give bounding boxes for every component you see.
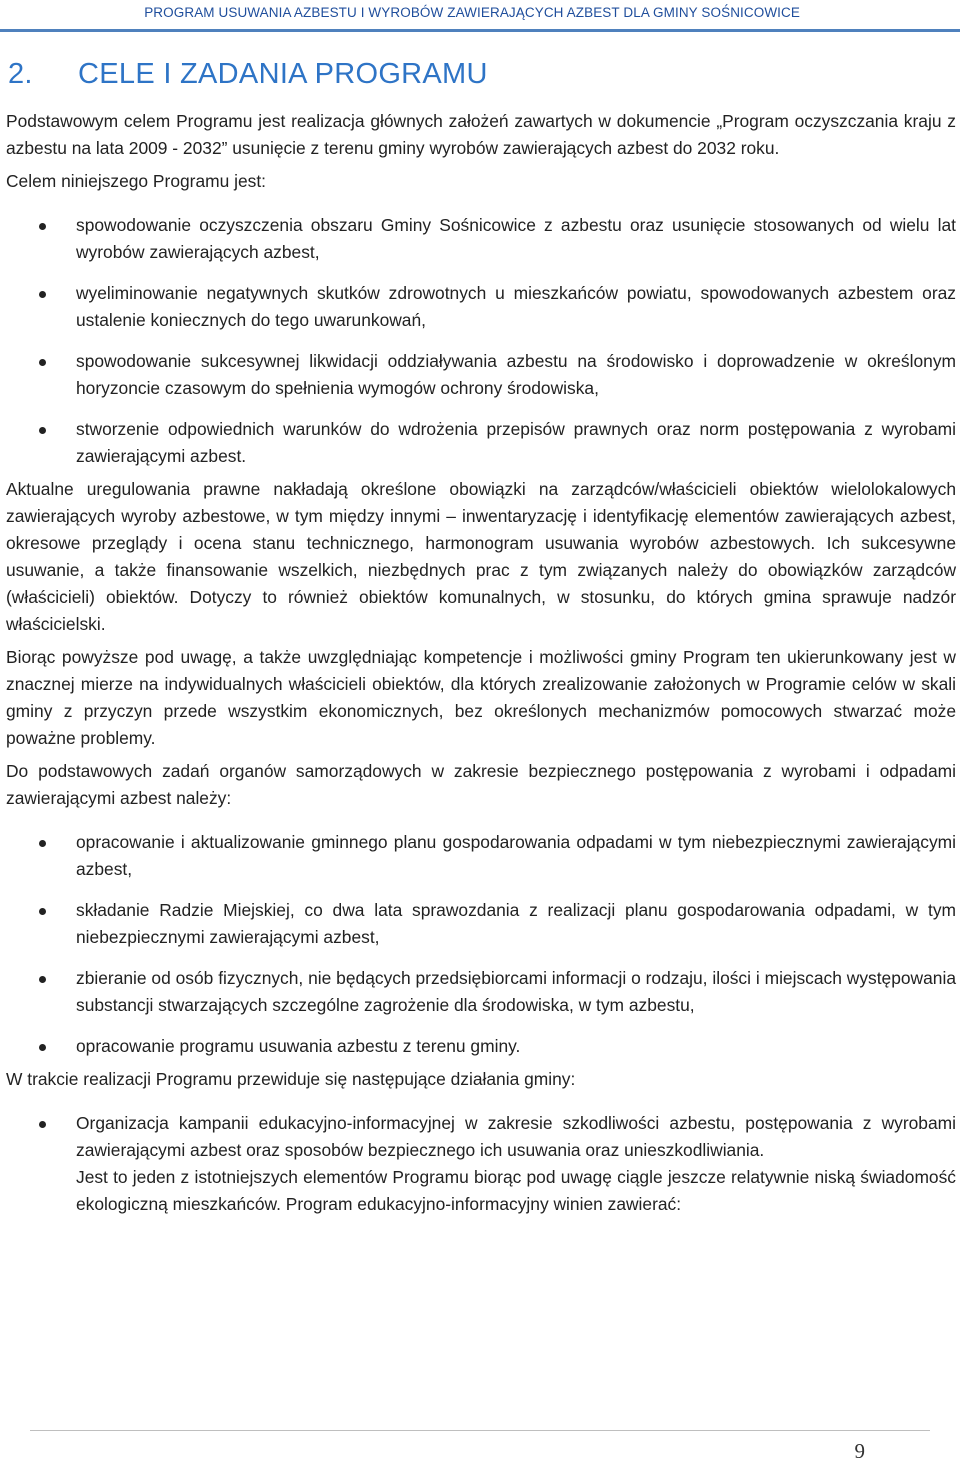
list-item <box>6 1033 956 1060</box>
bullet-icon <box>39 291 46 298</box>
page-number: 9 <box>854 1439 865 1463</box>
list-item-text: opracowanie i aktualizowanie gminnego planu gospodarowania odpadami w tym niebezpiecznymi zawierającymi azbest, <box>76 832 956 879</box>
list-item <box>6 965 956 1019</box>
list-item <box>6 829 956 883</box>
goals-list <box>6 212 956 470</box>
list-item <box>6 897 956 951</box>
bullet-icon <box>39 427 46 434</box>
actions-list <box>6 1110 956 1218</box>
list-item-note: Jest to jeden z istotniejszych elementów Programu biorąc pod uwagę ciągle jeszcze relatywnie niską świadomość ekologiczną mieszkańców. Program edukacyjno-informacyjny winien zawierać: <box>76 1167 956 1214</box>
section-title: CELE I ZADANIA PROGRAMU <box>78 58 488 90</box>
running-header: PROGRAM USUWANIA AZBESTU I WYROBÓW ZAWIERAJĄCYCH AZBEST DLA GMINY SOŚNICOWICE <box>144 5 800 20</box>
list-item-text: spowodowanie sukcesywnej likwidacji oddziaływania azbestu na środowisko i doprowadzenie w określonym horyzoncie czasowym do spełnienia wymogów ochrony środowiska, <box>76 351 956 398</box>
footer-rule <box>30 1430 930 1431</box>
header-rule <box>0 29 960 32</box>
goals-lead: Celem niniejszego Programu jest: <box>6 171 267 191</box>
bullet-icon <box>39 1121 46 1128</box>
bullet-icon <box>39 1044 46 1051</box>
list-item-text: stworzenie odpowiednich warunków do wdrożenia przepisów prawnych oraz norm postępowania z wyrobami zawierającymi azbest. <box>76 419 956 466</box>
focus-paragraph: Biorąc powyższe pod uwagę, a także uwzględniając kompetencje i możliwości gminy Program ten ukierunkowany jest w znacznej mierze na indywidualnych właścicieli obiektów, dla których zrealizowanie założonych w Programie celów w skali gminy z przyczyn przede wszystkim ekonomicznych, bez określonych mechanizmów pomocowych stwarzać może poważne problemy. <box>6 647 956 748</box>
list-item <box>6 348 956 402</box>
tasks-lead: Do podstawowych zadań organów samorządowych w zakresie bezpiecznego postępowania z wyrobami i odpadami zawierającymi azbest należy: <box>6 761 956 808</box>
list-item-text: składanie Radzie Miejskiej, co dwa lata sprawozdania z realizacji planu gospodarowania odpadami, w tym niebezpiecznymi zawierającymi azbest, <box>76 900 956 947</box>
tasks-list <box>6 829 956 1060</box>
bullet-icon <box>39 223 46 230</box>
list-item-text: wyeliminowanie negatywnych skutków zdrowotnych u mieszkańców powiatu, spowodowanych azbestem oraz ustalenie koniecznych do tego uwarunkowań, <box>76 283 956 330</box>
list-item <box>6 416 956 470</box>
list-item <box>6 212 956 266</box>
bullet-icon <box>39 976 46 983</box>
bullet-icon <box>39 359 46 366</box>
section-heading <box>8 58 488 91</box>
list-item <box>6 1110 956 1218</box>
list-item-text: Organizacja kampanii edukacyjno-informacyjnej w zakresie szkodliwości azbestu, postępowania z wyrobami zawierającymi azbest oraz sposobów bezpiecznego ich usuwania oraz unieszkodliwiania. <box>76 1113 956 1160</box>
actions-lead: W trakcie realizacji Programu przewiduje się następujące działania gminy: <box>6 1069 576 1089</box>
list-item-text: spowodowanie oczyszczenia obszaru Gminy Sośnicowice z azbestu oraz usunięcie stosowanych od wielu lat wyrobów zawierających azbest, <box>76 215 956 262</box>
intro-paragraph: Podstawowym celem Programu jest realizacja głównych założeń zawartych w dokumencie „Program oczyszczania kraju z azbestu na lata 2009 - 2032” usunięcie z terenu gminy wyrobów zawierających azbest do 2032 roku. <box>6 111 956 158</box>
regulations-paragraph: Aktualne uregulowania prawne nakładają określone obowiązki na zarządców/właścicieli obiektów wielolokalowych zawierających wyroby azbestowe, w tym między innymi – inwentaryzację i identyfikację elementów zawierających azbest, okresowe przeglądy i ocena stanu technicznego, harmonogram usuwania wyrobów azbestowych. Ich sukcesywne usuwanie, a także finansowanie wszelkich, niezbędnych prac z tym związanych należy do obowiązków zarządców (właścicieli) obiektów. Dotyczy to również obiektów komunalnych, w stosunku, do których gmina sprawuje nadzór właścicielski. <box>6 479 956 634</box>
list-item-text: zbieranie od osób fizycznych, nie będących przedsiębiorcami informacji o rodzaju, ilości i miejscach występowania substancji stwarzających szczególne zagrożenie dla środowiska, w tym azbestu, <box>76 968 956 1015</box>
list-item-text: opracowanie programu usuwania azbestu z terenu gminy. <box>76 1036 521 1056</box>
bullet-icon <box>39 908 46 915</box>
bullet-icon <box>39 840 46 847</box>
section-number: 2. <box>8 58 33 90</box>
document-body <box>6 108 956 1218</box>
list-item <box>6 280 956 334</box>
